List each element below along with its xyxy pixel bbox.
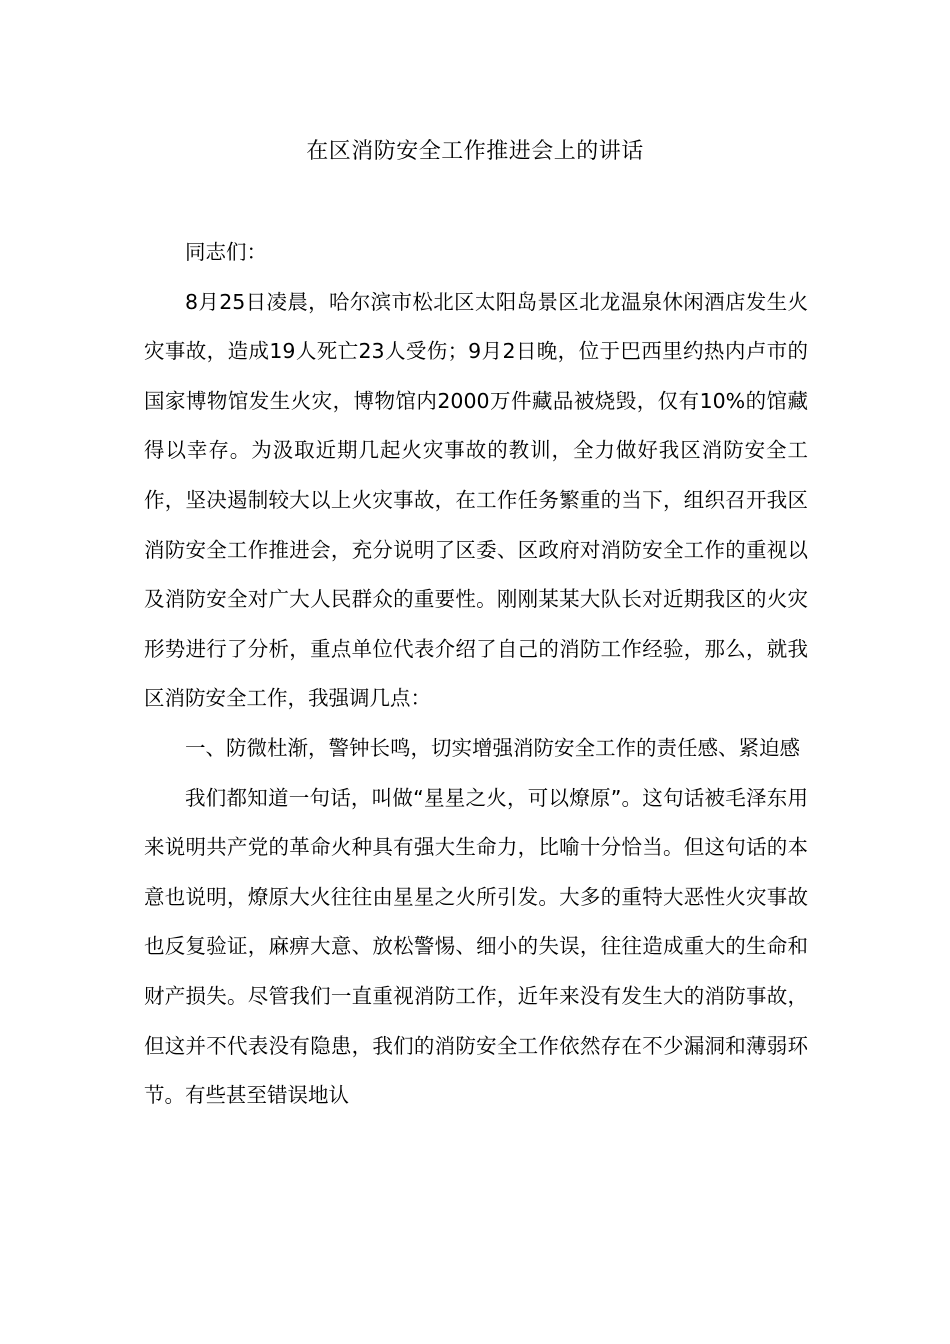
document-title: 在区消防安全工作推进会上的讲话: [306, 139, 644, 164]
document-body: [144, 228, 808, 1121]
section-heading-1: 一、防微杜渐，警钟长鸣，切实增强消防安全工作的责任感、紧迫感: [185, 735, 800, 760]
paragraph-intro: 8月25日凌晨，哈尔滨市松北区太阳岛景区北龙温泉休闲酒店发生火灾事故，造成19人死亡23人受伤；9月2日晚，位于巴西里约热内卢市的国家博物馆发生火灾，博物馆内2000万件藏品被烧毁，仅有10%的馆藏得以幸存。为汲取近期几起火灾事故的教训，全力做好我区消防安全工作，坚决遏制较大以上火灾事故，在工作任务繁重的当下，组织召开我区消防安全工作推进会，充分说明了区委、区政府对消防安全工作的重视以及消防安全对广大人民群众的重要性。刚刚某某大队长对近期我区的火灾形势进行了分析，重点单位代表介绍了自己的消防工作经验，那么，就我区消防安全工作，我强调几点：: [144, 289, 808, 711]
salutation: 同志们：: [185, 240, 267, 264]
paragraph-section-1: 我们都知道一句话，叫做“星星之火，可以燎原”。这句话被毛泽东用来说明共产党的革命火种具有强大生命力，比喻十分恰当。但这句话的本意也说明，燎原大火往往由星星之火所引发。大多的重特大恶性火灾事故也反复验证，麻痹大意、放松警惕、细小的失误，往往造成重大的生命和财产损失。尽管我们一直重视消防工作，近年来没有发生大的消防事故，但这并不代表没有隐患，我们的消防安全工作依然存在不少漏洞和薄弱环节。有些甚至错误地认: [144, 785, 808, 1108]
